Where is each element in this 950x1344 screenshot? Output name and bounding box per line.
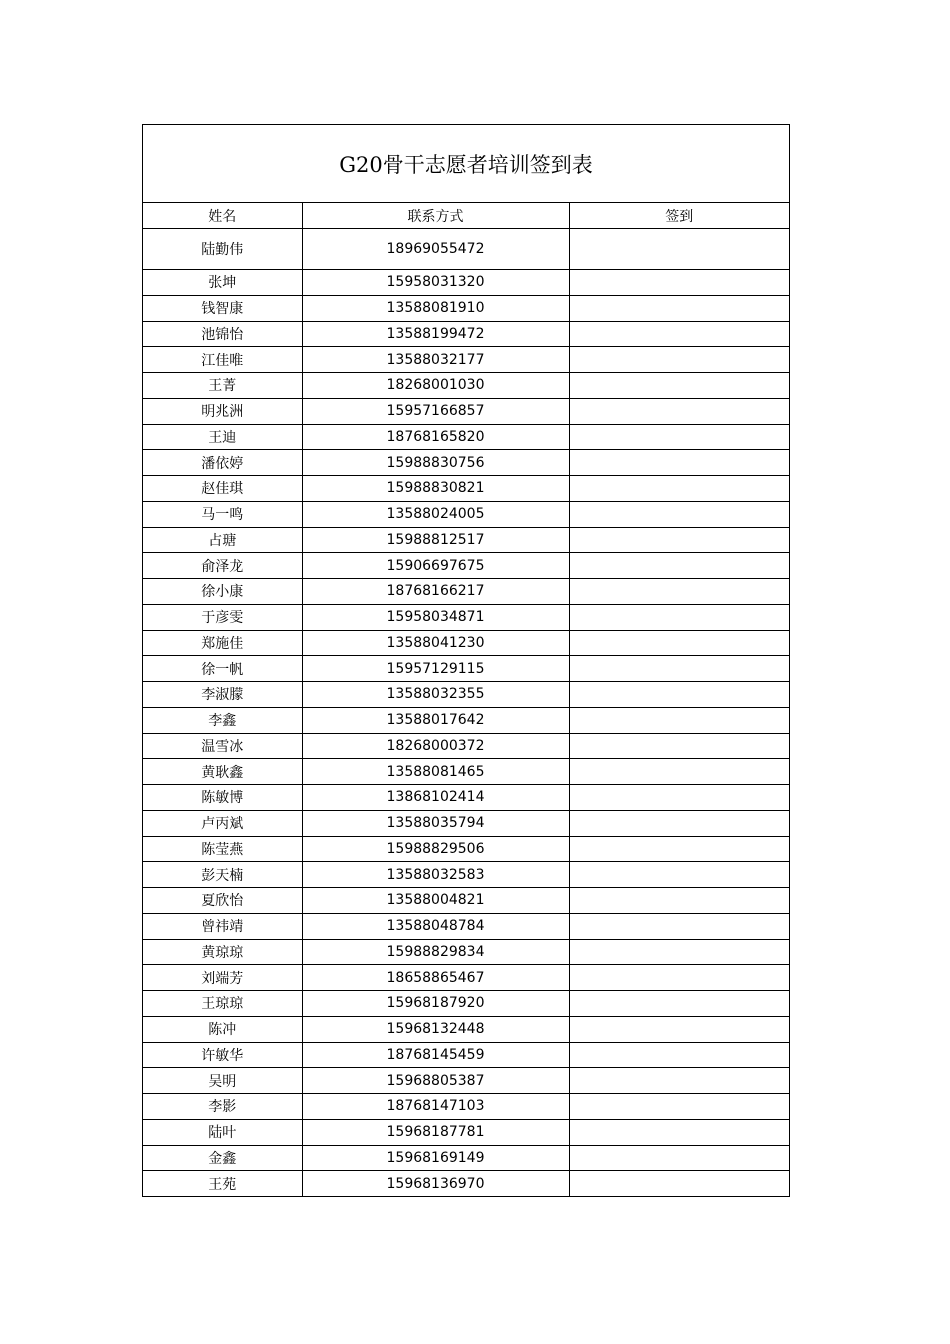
name-cell: 李鑫 [143, 707, 302, 733]
phone-cell: 18768147103 [302, 1094, 569, 1120]
table-row [143, 501, 789, 527]
name-cell: 池锦怡 [143, 321, 302, 347]
phone-cell: 15988830821 [302, 476, 569, 502]
sign-cell[interactable] [569, 630, 789, 656]
name-cell: 陈莹燕 [143, 836, 302, 862]
phone-cell: 15958031320 [302, 270, 569, 296]
sign-cell[interactable] [569, 785, 789, 811]
phone-cell: 18969055472 [302, 229, 569, 270]
name-cell: 王菁 [143, 373, 302, 399]
sign-cell[interactable] [569, 1119, 789, 1145]
table-row [143, 630, 789, 656]
sign-cell[interactable] [569, 682, 789, 708]
name-cell: 陆叶 [143, 1119, 302, 1145]
sign-cell[interactable] [569, 229, 789, 270]
sign-cell[interactable] [569, 759, 789, 785]
sign-cell[interactable] [569, 656, 789, 682]
table-row [143, 476, 789, 502]
table-row [143, 656, 789, 682]
name-cell: 陆勤伟 [143, 229, 302, 270]
table-row [143, 810, 789, 836]
name-cell: 赵佳琪 [143, 476, 302, 502]
name-cell: 徐一帆 [143, 656, 302, 682]
phone-cell: 15968169149 [302, 1145, 569, 1171]
sign-cell[interactable] [569, 1145, 789, 1171]
table-row [143, 398, 789, 424]
sign-cell[interactable] [569, 1042, 789, 1068]
sign-cell[interactable] [569, 579, 789, 605]
name-cell: 江佳唯 [143, 347, 302, 373]
sign-cell[interactable] [569, 707, 789, 733]
phone-cell: 15906697675 [302, 553, 569, 579]
name-cell: 温雪冰 [143, 733, 302, 759]
sign-cell[interactable] [569, 939, 789, 965]
phone-cell: 13588004821 [302, 888, 569, 914]
table-row [143, 373, 789, 399]
sign-cell[interactable] [569, 733, 789, 759]
sign-in-sheet [142, 124, 790, 1197]
phone-cell: 15957166857 [302, 398, 569, 424]
table-row [143, 527, 789, 553]
sign-cell[interactable] [569, 270, 789, 296]
sign-cell[interactable] [569, 501, 789, 527]
table-row [143, 270, 789, 296]
table-row [143, 682, 789, 708]
sign-cell[interactable] [569, 347, 789, 373]
phone-cell: 13588081465 [302, 759, 569, 785]
sign-cell[interactable] [569, 991, 789, 1017]
phone-cell: 15988830756 [302, 450, 569, 476]
table-row [143, 785, 789, 811]
phone-cell: 15988829834 [302, 939, 569, 965]
sign-cell[interactable] [569, 1068, 789, 1094]
table-row [143, 1171, 789, 1196]
name-cell: 金鑫 [143, 1145, 302, 1171]
name-cell: 占瑭 [143, 527, 302, 553]
table-row [143, 1119, 789, 1145]
name-cell: 许敏华 [143, 1042, 302, 1068]
name-cell: 郑施佳 [143, 630, 302, 656]
page-title: G20骨干志愿者培训签到表 [143, 125, 789, 203]
phone-cell: 15958034871 [302, 604, 569, 630]
name-cell: 俞泽龙 [143, 553, 302, 579]
name-cell: 李影 [143, 1094, 302, 1120]
table-row [143, 862, 789, 888]
phone-cell: 13588032177 [302, 347, 569, 373]
sign-cell[interactable] [569, 888, 789, 914]
table-row [143, 1042, 789, 1068]
name-cell: 王苑 [143, 1171, 302, 1196]
table-row [143, 424, 789, 450]
sign-cell[interactable] [569, 810, 789, 836]
phone-cell: 18768165820 [302, 424, 569, 450]
phone-cell: 15968132448 [302, 1016, 569, 1042]
sign-cell[interactable] [569, 604, 789, 630]
phone-cell: 18768145459 [302, 1042, 569, 1068]
name-cell: 明兆洲 [143, 398, 302, 424]
name-cell: 曾祎靖 [143, 913, 302, 939]
table-row [143, 759, 789, 785]
name-cell: 于彦雯 [143, 604, 302, 630]
phone-cell: 13588032355 [302, 682, 569, 708]
sign-cell[interactable] [569, 1094, 789, 1120]
name-cell: 徐小康 [143, 579, 302, 605]
name-cell: 钱智康 [143, 295, 302, 321]
phone-cell: 15968805387 [302, 1068, 569, 1094]
column-header-phone: 联系方式 [302, 203, 569, 229]
sign-cell[interactable] [569, 553, 789, 579]
sign-cell[interactable] [569, 862, 789, 888]
name-cell: 王琼琼 [143, 991, 302, 1017]
sign-cell[interactable] [569, 965, 789, 991]
table-row [143, 991, 789, 1017]
phone-cell: 13588048784 [302, 913, 569, 939]
attendance-table [143, 203, 789, 1196]
phone-cell: 13588017642 [302, 707, 569, 733]
table-row [143, 733, 789, 759]
name-cell: 刘端芳 [143, 965, 302, 991]
phone-cell: 18268000372 [302, 733, 569, 759]
phone-cell: 13868102414 [302, 785, 569, 811]
table-row [143, 1145, 789, 1171]
name-cell: 王迪 [143, 424, 302, 450]
name-cell: 李淑朦 [143, 682, 302, 708]
table-row [143, 1068, 789, 1094]
table-row [143, 450, 789, 476]
table-row [143, 1016, 789, 1042]
table-row [143, 888, 789, 914]
table-row [143, 707, 789, 733]
sign-cell[interactable] [569, 450, 789, 476]
name-cell: 陈冲 [143, 1016, 302, 1042]
sign-cell[interactable] [569, 527, 789, 553]
phone-cell: 13588024005 [302, 501, 569, 527]
sign-cell[interactable] [569, 913, 789, 939]
phone-cell: 15957129115 [302, 656, 569, 682]
phone-cell: 13588041230 [302, 630, 569, 656]
phone-cell: 15968187781 [302, 1119, 569, 1145]
sign-cell[interactable] [569, 373, 789, 399]
sign-cell[interactable] [569, 398, 789, 424]
sign-cell[interactable] [569, 1016, 789, 1042]
name-cell: 夏欣怡 [143, 888, 302, 914]
name-cell: 彭天楠 [143, 862, 302, 888]
table-header-row [143, 203, 789, 229]
sign-cell[interactable] [569, 424, 789, 450]
sign-cell[interactable] [569, 321, 789, 347]
table-row [143, 1094, 789, 1120]
sign-cell[interactable] [569, 1171, 789, 1196]
table-row [143, 965, 789, 991]
column-header-name: 姓名 [143, 203, 302, 229]
table-body [143, 229, 789, 1197]
name-cell: 张坤 [143, 270, 302, 296]
column-header-sign: 签到 [569, 203, 789, 229]
table-row [143, 836, 789, 862]
sign-cell[interactable] [569, 295, 789, 321]
name-cell: 黄琼琼 [143, 939, 302, 965]
table-row [143, 229, 789, 270]
table-row [143, 553, 789, 579]
name-cell: 潘依婷 [143, 450, 302, 476]
sign-cell[interactable] [569, 836, 789, 862]
phone-cell: 13588032583 [302, 862, 569, 888]
phone-cell: 15988812517 [302, 527, 569, 553]
name-cell: 马一鸣 [143, 501, 302, 527]
table-row [143, 913, 789, 939]
name-cell: 黄耿鑫 [143, 759, 302, 785]
phone-cell: 13588081910 [302, 295, 569, 321]
table-row [143, 579, 789, 605]
phone-cell: 18268001030 [302, 373, 569, 399]
table-row [143, 604, 789, 630]
phone-cell: 18768166217 [302, 579, 569, 605]
name-cell: 陈敏博 [143, 785, 302, 811]
name-cell: 吴明 [143, 1068, 302, 1094]
table-row [143, 321, 789, 347]
sign-cell[interactable] [569, 476, 789, 502]
table-row [143, 939, 789, 965]
phone-cell: 15988829506 [302, 836, 569, 862]
name-cell: 卢丙斌 [143, 810, 302, 836]
table-row [143, 295, 789, 321]
phone-cell: 15968136970 [302, 1171, 569, 1196]
phone-cell: 13588035794 [302, 810, 569, 836]
phone-cell: 18658865467 [302, 965, 569, 991]
phone-cell: 13588199472 [302, 321, 569, 347]
phone-cell: 15968187920 [302, 991, 569, 1017]
table-row [143, 347, 789, 373]
